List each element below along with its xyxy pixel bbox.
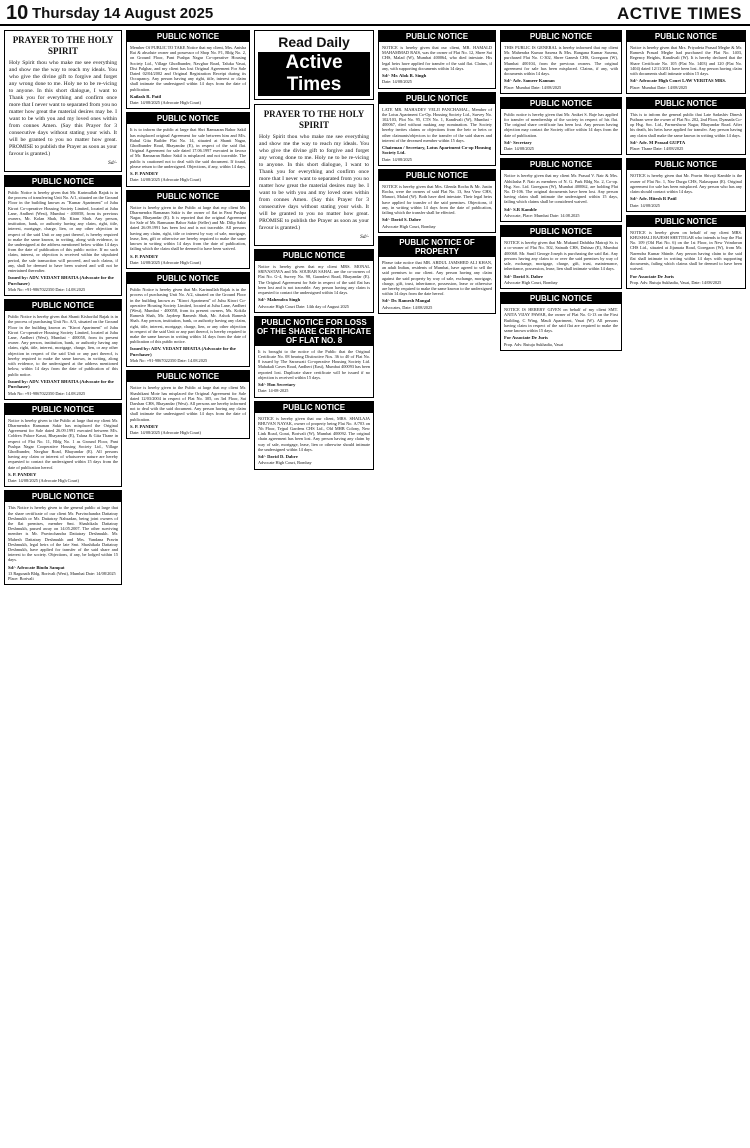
notice-meta: Date: 14/08/2025 (Advocate High Court) (130, 259, 201, 265)
notice-body: This is to inform the general public that Late Sadashiv Dinesh Puthran were the owner of Flat No. 202, 2nd Floor, Dyanada Co-op Hsg. Soc. Ltd., Parmeshwar Nagar, Bhayandar Road. After his death, his heirs have applied for transfer. Any person having any claim shall make the same known in writing within 14 days. (630, 111, 743, 138)
prayer-box (254, 104, 374, 246)
prayer-title: PRAYER TO THE HOLY SPIRIT (12, 35, 114, 56)
prayer-box (4, 30, 122, 172)
notice-signature: Sd/- Adv. Hitesh R Patil (630, 196, 677, 202)
prayer-title: PRAYER TO THE HOLY SPIRIT (263, 109, 365, 130)
notice-heading: PUBLIC NOTICE (501, 159, 621, 170)
notice-body: THIS PUBLIC IS GENERAL is hereby informed that my client Mr. Mahendra Kumar Saxena & Mrs. Rangana Kumar Saxena, purchased Flat No. C-302, Shree Ganesh CHS, Goregaon (W), Mumbai 400104, from the previous owners. The original agreement for sale has been misplaced. Claims, if any, with documents within 14 days. (504, 45, 618, 77)
notice-meta: Place: Mumbai Date: 14/08/2025 (504, 84, 562, 90)
public-notice (626, 30, 746, 94)
notice-body: NOTICE is hereby given that Mr. Pravin Shivaji Kamble is the owner of Flat No. 1, Nav Durga CHS, Nalasopara (E). Original agreement for sale has been misplaced. Any person who has any claim should contact within 14 days. (630, 173, 742, 195)
notice-heading: PUBLIC NOTICE (127, 113, 249, 124)
public-notice (626, 158, 746, 211)
notice-signature: Sd/- Dr. Ramesh Mangal (382, 298, 431, 304)
notice-meta: 13 Ragunath Bldg. Borivali (West), Mumbai Date: 14/08/2025 Place: Borivali (8, 571, 116, 582)
notice-signature: Sd/- Advocate High Court LAW VERITAS MRS. (630, 78, 727, 84)
notice-signature: Issued by: ADV. VEDANT BHATIA (Advocate for the Purchaser) (8, 378, 114, 390)
notice-signature: Sd/- Secretary (504, 139, 532, 145)
notice-heading: PUBLIC NOTICE (501, 98, 621, 109)
notice-body: Public Notice is hereby given that Mr. Karimullah Rajak is in the process of purchasing Unit No. A/2, situated on the Ground Floor in the building known as "Kirori Apartment" of Juhu Kirori Co-operative Housing Society Limited, located at Juhu Lane, Andheri (West), Mumbai - 400058, from its present owners, Ms. Kokila Ramesh Shah, Mr. Jaydeep Ramesh Shah, Mr. Ashok Ramesh Shah. Any person, institution, bank, or authority having any claim, right, title, interest, mortgage, charge, lien, or any other objection in respect of the said Unit or any part thereof, is hereby required to make the same known in writing within 14 days from the date of publication of this public notice. (130, 287, 246, 345)
notice-meta: Mob No: +91-9867022350 Date: 14.08.2025 (130, 358, 208, 364)
public-notice (378, 92, 496, 166)
notice-signature: Issued by: ADV. VEDANT BHATIA (Advocate for the Purchaser) (130, 346, 236, 357)
public-notice (126, 112, 250, 186)
notice-heading: PUBLIC NOTICE (501, 226, 621, 237)
notice-body: Public notice is hereby given that Mr. Aniket S. Raje has applied for transfer of membership of the society in respect of his flat. The original share certificate has been lost. Any person having objection may contact the Society office within 14 days from the date of publication. (504, 111, 618, 138)
prayer-signature: Sd/- (359, 234, 369, 240)
column-2 (126, 30, 250, 1144)
notice-meta: Place: Thane Date: 14/08/2025 (630, 146, 684, 152)
public-notice (254, 401, 374, 470)
notice-heading: PUBLIC NOTICE (501, 31, 621, 42)
notice-meta: Prop. Adv. Rutuja Sukhadia, Vasai, Date: 14/08/2025 (630, 279, 722, 285)
notice-meta: Date: 14/08/2025 (Advocate High Court) (130, 177, 201, 183)
notice-signature: Chairman / Secretary, Lotus Apartment Co-op Housing Society Ltd. (382, 145, 492, 156)
notice-body: Member Of PUBLIC TO TAKE Notice that my client, Mrs. Anisha Rai & absolute owner and possessor of Shop No. F1, Bldg No. 2, on Ground Floor, Pant Pushpa Nagar Co-operative Housing Society Ltd., Village Ghodbunder, Navghar Road, Taluka Vasai, Dist Palghar, and my client has lost Original Agreement For Sale Dated 02/04/2002 and Original Registration Receipt during its Occupancy. Any person having any right, title, interest or claim shall intimate the undersigned within 14 days from the date of publication. (130, 45, 246, 92)
notice-heading: PUBLIC NOTICE (127, 371, 249, 382)
notice-meta: Date: 14/08/2025 (504, 146, 534, 152)
notice-signature: Sd/- David S. Dabre (504, 273, 543, 279)
notice-meta: Mob No: +91-9867022350 Date: 14.08.2025 (8, 390, 86, 396)
notice-heading: PUBLIC NOTICE (127, 273, 249, 284)
masthead (0, 0, 750, 26)
notice-signature: Sd/- Adv. Sameer Kannan (504, 78, 555, 84)
prayer-body: Holy Spirit thou who make me see everything and show me the way to reach my ideals. You who give the divine gift to forgive and forget any wrong done to me. Holy ne to be re-vicing to anyone. In this short dialogue, I want to Thank you for everything and confirm once more that I never want to separated from you no matter how great the material desires may be. I want to be with you and my loved ones within from connes Amen. (Say this Prayer for 3 consecutive days without stating your wish. It will be granted to you no matter how great. PROMISE to publish the Prayer as soon as your favour is granted.) (259, 134, 369, 231)
public-notice (254, 249, 374, 313)
notice-heading: PUBLIC NOTICE (627, 216, 745, 227)
column-4 (378, 30, 496, 1144)
notice-body: This Notice is hereby given to the general public at large that the share certificate of our client Mr. Pravinchandra Dattatray Deshmukh or Mr. Dattatray Nahsadan, being joint owners of the flat premises, member Smt. Shashikala Dattatray Deshmukh, passed away on 14.05.2007. The other surviving member is Mr. Pravinchandra Dattatray Deshmukh. Mr. Mahesh Dattatray Deshmukh and Mrs. Vandana Pravin Deshmukh, legal heirs of the late Smt. Shashikala Dattatray Deshmukh, have applied for transfer of the said share and interest to the society. Objections, if any, be lodged within 15 days. (8, 505, 118, 563)
notice-heading: PUBLIC NOTICE (379, 31, 495, 42)
notice-signature: Issued by: ADV. VEDANT BHATIA (Advocate for the Purchaser) (8, 275, 114, 286)
notice-meta: Advocate High Court, Bombay (258, 460, 312, 466)
column-3 (254, 30, 374, 1144)
notice-heading: PUBLIC NOTICE (5, 176, 121, 187)
notice-signature: S. P. PANDEY (8, 471, 37, 477)
public-notice (254, 316, 374, 398)
public-notice (500, 225, 622, 289)
notice-heading: PUBLIC NOTICE (627, 31, 745, 42)
notice-signature: Sd/- Mahendra Singh (258, 297, 301, 303)
public-notice (126, 272, 250, 367)
notice-signature: Sd/- Advocate Bindu Sampat (8, 564, 65, 570)
notice-signature: Sd/- S.R Kamble (504, 206, 537, 212)
notice-heading: PUBLIC NOTICE (255, 402, 373, 413)
notice-heading: PUBLIC NOTICE (5, 491, 121, 502)
notice-heading: PUBLIC NOTICE (627, 159, 745, 170)
notice-signature: Kailash R. Patil (130, 93, 162, 99)
notice-body: Please take notice that MR. ABDUL JAMSHED ALI KHAN, an adult Indian, residents of Mumbai, have agreed to sell the said premises to our client. Any person having any claim against the said property by way of sale, exchange, mortgage, charge, gift, trust, inheritance, possession, lease or otherwise are hereby required to make the same known to the undersigned within 14 days from the date hereof. (382, 259, 493, 297)
paper-name: ACTIVE TIMES (616, 4, 742, 23)
public-notice (626, 97, 746, 156)
notice-meta: Date: 14/08/2025 (382, 156, 412, 162)
notice-signature: S. P. PANDEY (130, 253, 159, 259)
notice-meta: Advocate High Court Date: 14th day of August 2025 (258, 303, 349, 309)
notice-signature: S. P. PANDEY (130, 423, 159, 429)
notice-signature: Sd/- Hon Secretary (258, 382, 296, 388)
notice-heading: PUBLIC NOTICE (5, 300, 121, 311)
public-notice (126, 190, 250, 269)
notice-meta: Advocate High Court, Bombay (382, 223, 436, 229)
public-notice (4, 403, 122, 488)
notice-body: Notice is hereby given to the Public at large that my client Mr. Dharmendra Ramanan Sakir is the owner of flat in Pant Pushpa Nagar, Bhayandar (E). It is reported that the original Agreement for Sale of Mr. Ramsaran Bahor Sakir (Seller) and Mr. Dilip Sakir dated 26.09.1991 has been lost and is not traceable. All persons having any claim, right, title or interest by way of sale, mortgage, lease, lien, gift or otherwise are hereby required to make the same known in writing within 14 days from the date of publication, failing which the claim shall be deemed to have been waived. (130, 204, 246, 252)
notice-heading: PUBLIC NOTICE (255, 250, 373, 261)
notice-body: NOTICE is hereby given on behalf of my client MRS. KHUSHALI RAJESH SHETTIGAR who intends to buy the Flat No. 109 (Old Flat No. 6) on the 1st Floor, in New Vrindavan CHS Ltd., situated at Jijamata Road, Goregaon (W), from Mr. Narendra Kumar Shinde. Any person having claim to the said flat shall intimate in writing within 14 days with supporting documents, failing which claims shall be deemed to have been waived. (630, 229, 742, 272)
notice-body: Public Notice is hereby given that Shanti Kishorilal Rajak is in the process of purchasing Unit No. A/3, situated on the Ground Floor in the building known as "Kirori Apartment" of Juhu Kirori Co-operative Housing Society Limited, located at Juhu Lane, Andheri (West), Mumbai - 400058, from its present owner. Any person, institution, bank, or authority having any claim, right, title, interest, mortgage, charge, lien, or any other objection in respect of the said Unit or any part thereof, is hereby required to make the same known, in writing, along with evidence, to the undersigned at the address mentioned below, within 14 days from the date of publication of this public notice. (8, 314, 118, 377)
public-notice (500, 97, 622, 156)
notice-signature: For Associate De Juris (504, 335, 548, 341)
brand-name: Active Times (258, 52, 370, 96)
public-notice (500, 30, 622, 94)
notice-signature: Sd/- David S. Dabre (382, 217, 421, 223)
notice-signature: For Associate De Juris (630, 273, 674, 279)
notice-meta: Mob No: +91-9867022350 Date: 14.08.2025 (8, 287, 86, 293)
notice-meta: Date: 14-08-2025 (258, 388, 289, 394)
public-notice (126, 30, 250, 109)
notice-body: NOTICE IS HEREBY GIVEN on behalf of my client SMT. ANITA VIJAY PAWAR, the owner of Flat No. G-13 on the First Building, C Wing, Mauli Apartment, Vasai (W). All persons having claim in respect of the said flat are required to make the same known within 15 days. (504, 307, 618, 333)
public-notice (4, 175, 122, 296)
notice-body: LATE MR. MAHADEV VELJI PANCHAMAL, Member of the Lotus Apartment Co-Op. Housing Society Ltd., Survey No. 102/103, Plot No. 95, CTS No. 1, Kandivali (W), Mumbai - 400067, died without making any nomination. The Society hereby invites claims or objections from the heir or heirs or other claimants/objectors to the transfer of the said shares and interest of the deceased member within 15 days. (382, 106, 492, 143)
notice-meta: Date: 14/08/2025 (630, 202, 660, 208)
notice-body: Notice is hereby given that Mrs. Priyadeta Prasad Meghe & Mr. Ramesh Prasad Meghe had purchased the Flat No. 1403, Regency Heights, Kandivali (W). It is hereby declared that the Share Certificate No. 105 (Flat No. 1403) and 120 (Flat No. 1404) dated 12/11/2011 have been lost. Any person having claim with documents shall intimate within 15 days. (630, 45, 742, 77)
notice-meta: Advocate High Court, Bombay (504, 279, 558, 285)
public-notice (626, 215, 746, 289)
public-notice (126, 370, 250, 439)
notice-body: Public Notice is hereby given that Mr. Karimullah Rajak is in the process of transferring Unit No. A/1, situated on the Ground Floor in the building known as "Kumar Apartment" of Juhu Kirori Co-operative Housing Society Limited, located at Juhu Lane, Andheri (West), Mumbai - 400058, from its previous owners, Mr. Kolan Shah, Mr. Kiran Shah. Any person, institution, bank, or authority having any claim, right, title, interest, mortgage, charge, lien, or any other objection in respect of the said Unit or any part thereof, is hereby required to make the same known, in writing, along with evidence, to the undersigned at the address mentioned below within 14 days from the date of publication of this public notice. If no such claim, interest, or objection is received within the stipulated period, the sale transaction will proceed, and such claims, if any, shall be deemed to have been waived and will not be entertained thereafter. (8, 190, 118, 274)
notice-heading: PUBLIC NOTICE OF PROPERTY (379, 237, 495, 257)
notice-heading: PUBLIC NOTICE (379, 93, 495, 104)
notice-meta: Prop. Adv. Rutuja Sukhadia, Vasai (504, 341, 564, 347)
notice-meta: Place: Mumbai Date: 14/08/2025 (630, 84, 688, 90)
notice-body: Notice is hereby given to the Public at large that my client Mr. Dharmendra Ramanan Sakir has misplaced the Original Agreement for Sale dated 26.09.1991 executed between M/s. Coldrex Palace Kasai, Bhayandar (E), Talasa & Gita Thane in respect of Flat No. 11, Bldg No. 1 as Ground Floor, Pant Pushpa Nagar Cooperative Housing Society Ltd., Village Ghodbunder, Navghar Road, Bhayandar (E). All persons having any claim or interest of whatsoever nature are hereby requested to contact the undersigned within 15 days from the date of publication hereof. (8, 417, 118, 470)
notice-body: Notice is hereby given to the Public at large that my client Mr. Shashikant Mote has misplaced the Original Agreement for Sale dated 12/03/2004 in respect of Flat No. 305, on 3rd Floor, Sai Darshan CHS, Bhayandar (West). All persons are hereby informed not to deal with the said document. Any person having any claim shall intimate the undersigned within 14 days from the date of publication. (130, 385, 246, 422)
public-notice (378, 169, 496, 233)
notice-body: Notice is hereby given that my client Mr. Prasad V. Nair & Mrs. Abhilasha P. Nair as members of N. G. Park Bldg No. 2, Co-op. Hsg. Soc. Ltd. Goregaon (W), Mumbai 400062, are holding Flat No. D-106. The original documents have been lost. Any person having claim shall intimate the undersigned within 15 days, failing which claims shall be considered waived. (504, 173, 618, 205)
notice-body: It is brought to the notice of the Public that the Original Certificate No. 08 bearing Distinctive Nos. 36 to 40 of Flat No. 8 issued by The Saraswati Co-operative Housing Society Ltd. Mahakali Caves Road, Andheri (East), Mumbai 400093 has been reported lost. Duplicate share certificate will be issued if no objection is received within 15 days. (258, 348, 370, 380)
issue-date: Thursday 14 August 2025 (32, 5, 214, 22)
notice-signature: Sd/- Adv. M Prasad GUPTA (630, 139, 686, 145)
public-notice (500, 292, 622, 351)
notice-heading: PUBLIC NOTICE (627, 98, 745, 109)
brand-box (254, 30, 374, 100)
public-notice (378, 236, 496, 314)
brand-tagline: Read Daily (278, 34, 350, 50)
notice-meta: Date: 14/08/2025 (382, 79, 412, 85)
notice-meta: Date: 14/08/2025 (Advocate High Court) (8, 478, 79, 484)
column-6 (626, 30, 746, 1144)
prayer-signature: Sd/- (107, 160, 117, 166)
public-notice (4, 299, 122, 399)
notice-signature: S. P. PANDEY (130, 171, 159, 177)
notice-body: NOTICE is hereby given that Mrs. Glenda Rocha & Mr. Justin Rocha, were the owners of said Flat No. 13, Sea View CHS, Manori, Malad (W). Both have died intestate. Their legal heirs have applied for transfer of the said premises. Objections, if any, in writing within 14 days from the date of publication, failing which the transfer shall be effected. (382, 184, 492, 216)
notice-signature: Sd/- David D. Dabre (258, 454, 298, 460)
notice-heading: PUBLIC NOTICE (501, 293, 621, 304)
notice-heading: PUBLIC NOTICE (127, 31, 249, 42)
column-5 (500, 30, 622, 1144)
public-notice (4, 490, 122, 585)
column-1 (4, 30, 122, 1144)
notice-heading: PUBLIC NOTICE FOR LOSS OF THE SHARE CERTIFICATE OF FLAT NO. 8 (256, 317, 372, 345)
notice-body: NOTICE is hereby given that our client, MR. HAMALD MAHAMMAD RAIS, was the owner of Flat No. 12, Shree Sai CHS, Malad (W), Mumbai 400064, who died intestate. His legal heirs have applied for transfer of the said flat. Claims, if any, with supporting documents within 14 days. (382, 45, 492, 71)
prayer-body: Holy Spirit thou who make me see everything and show me the way to reach my ideals. You who give the divine gift to forgive and forget any wrong done to me. Holy ne to be re-vicing to anyone. In this short dialogue, I want to Thank you for everything and confirm once more that I never want to separated from you no matter how great the material desires may be. I want to be with you and my loved ones within from connes Amen. (Say this Prayer for 3 consecutive days without stating your wish. It will be granted to you no matter how great. PROMISE to publish the Prayer as soon as your favour is granted.) (9, 60, 117, 157)
notice-body: NOTICE is hereby given that our client, MRS. SHAILAJA BHUVAN NAYAK, owner of property being Flat No. A/703 on 7th Floor, Tejpal Gardens CHS Ltd., Old MHB Colony, New Link Road, Gorai, Borivali (W), Mumbai 400092. The original chain agreement has been lost. Any person having any claim by way of sale, mortgage, lease, lien or otherwise should intimate the undersigned within 14 days. (258, 415, 370, 452)
public-notice (500, 158, 622, 222)
notice-signature: Sd/- Mr. Alok B. Singh (382, 73, 427, 79)
notice-meta: Date: 14/08/2025 (Advocate High Court) (130, 430, 201, 436)
notice-body: It is to inform the public at large that Shri Ramsaran Bahor Sakil has misplaced original Agreement for sale between him and M/s. Rahul Gita Builder Flat No. 14, situated at Shanti Nagar, Ghodbunder Road, Bhayandar (E), in respect of the said flat. Original Agreement for sale dated 17.06.1997 executed in favour of Mr. Ramsaran Bahor Sakil is misplaced and not traceable. The public is cautioned not to deal with the said document. If found, please return to the undersigned. Objections, if any, within 14 days. (130, 127, 246, 169)
notice-meta: Date: 14/08/2025 (Advocate High Court) (130, 100, 201, 106)
page-number: 10 (6, 2, 29, 24)
public-notice (378, 30, 496, 89)
notice-meta: Advocates, Date: 14/08/2025 (382, 304, 433, 310)
notice-heading: PUBLIC NOTICE (5, 404, 121, 415)
notice-heading: PUBLIC NOTICE (127, 191, 249, 202)
notice-body: NOTICE is hereby given that Mr. Mukund Dahibha Matraji Sr. is a co-owner of Flat No. 502, Sainath CHS, Dahisar (E), Mumbai 400068. Mr. Sunil George Joseph is purchasing the said flat. Any persons having any claim to or over the said premises by way of sale, exchange, mortgage, charge, gift, trust, maintenance, inheritance, possession, lease, lien shall intimate within 14 days. (504, 240, 618, 272)
notice-body: Notice is hereby given that my client MRS. MONAL SRIVASTAVA and Mr. SOURAB SAHAL are the co-owners of Flat No. G-4, Survey No. 98, Gaondevi Road, Bhayandar (E). The Original Agreement for Sale in respect of the said flat has been lost and is not traceable. Any person having any claim is requested to contact the undersigned within 14 days. (258, 264, 370, 296)
notice-heading: PUBLIC NOTICE (379, 170, 495, 181)
notice-meta: Advocate, Place: Mumbai Date: 14.08.2025 (504, 213, 580, 219)
